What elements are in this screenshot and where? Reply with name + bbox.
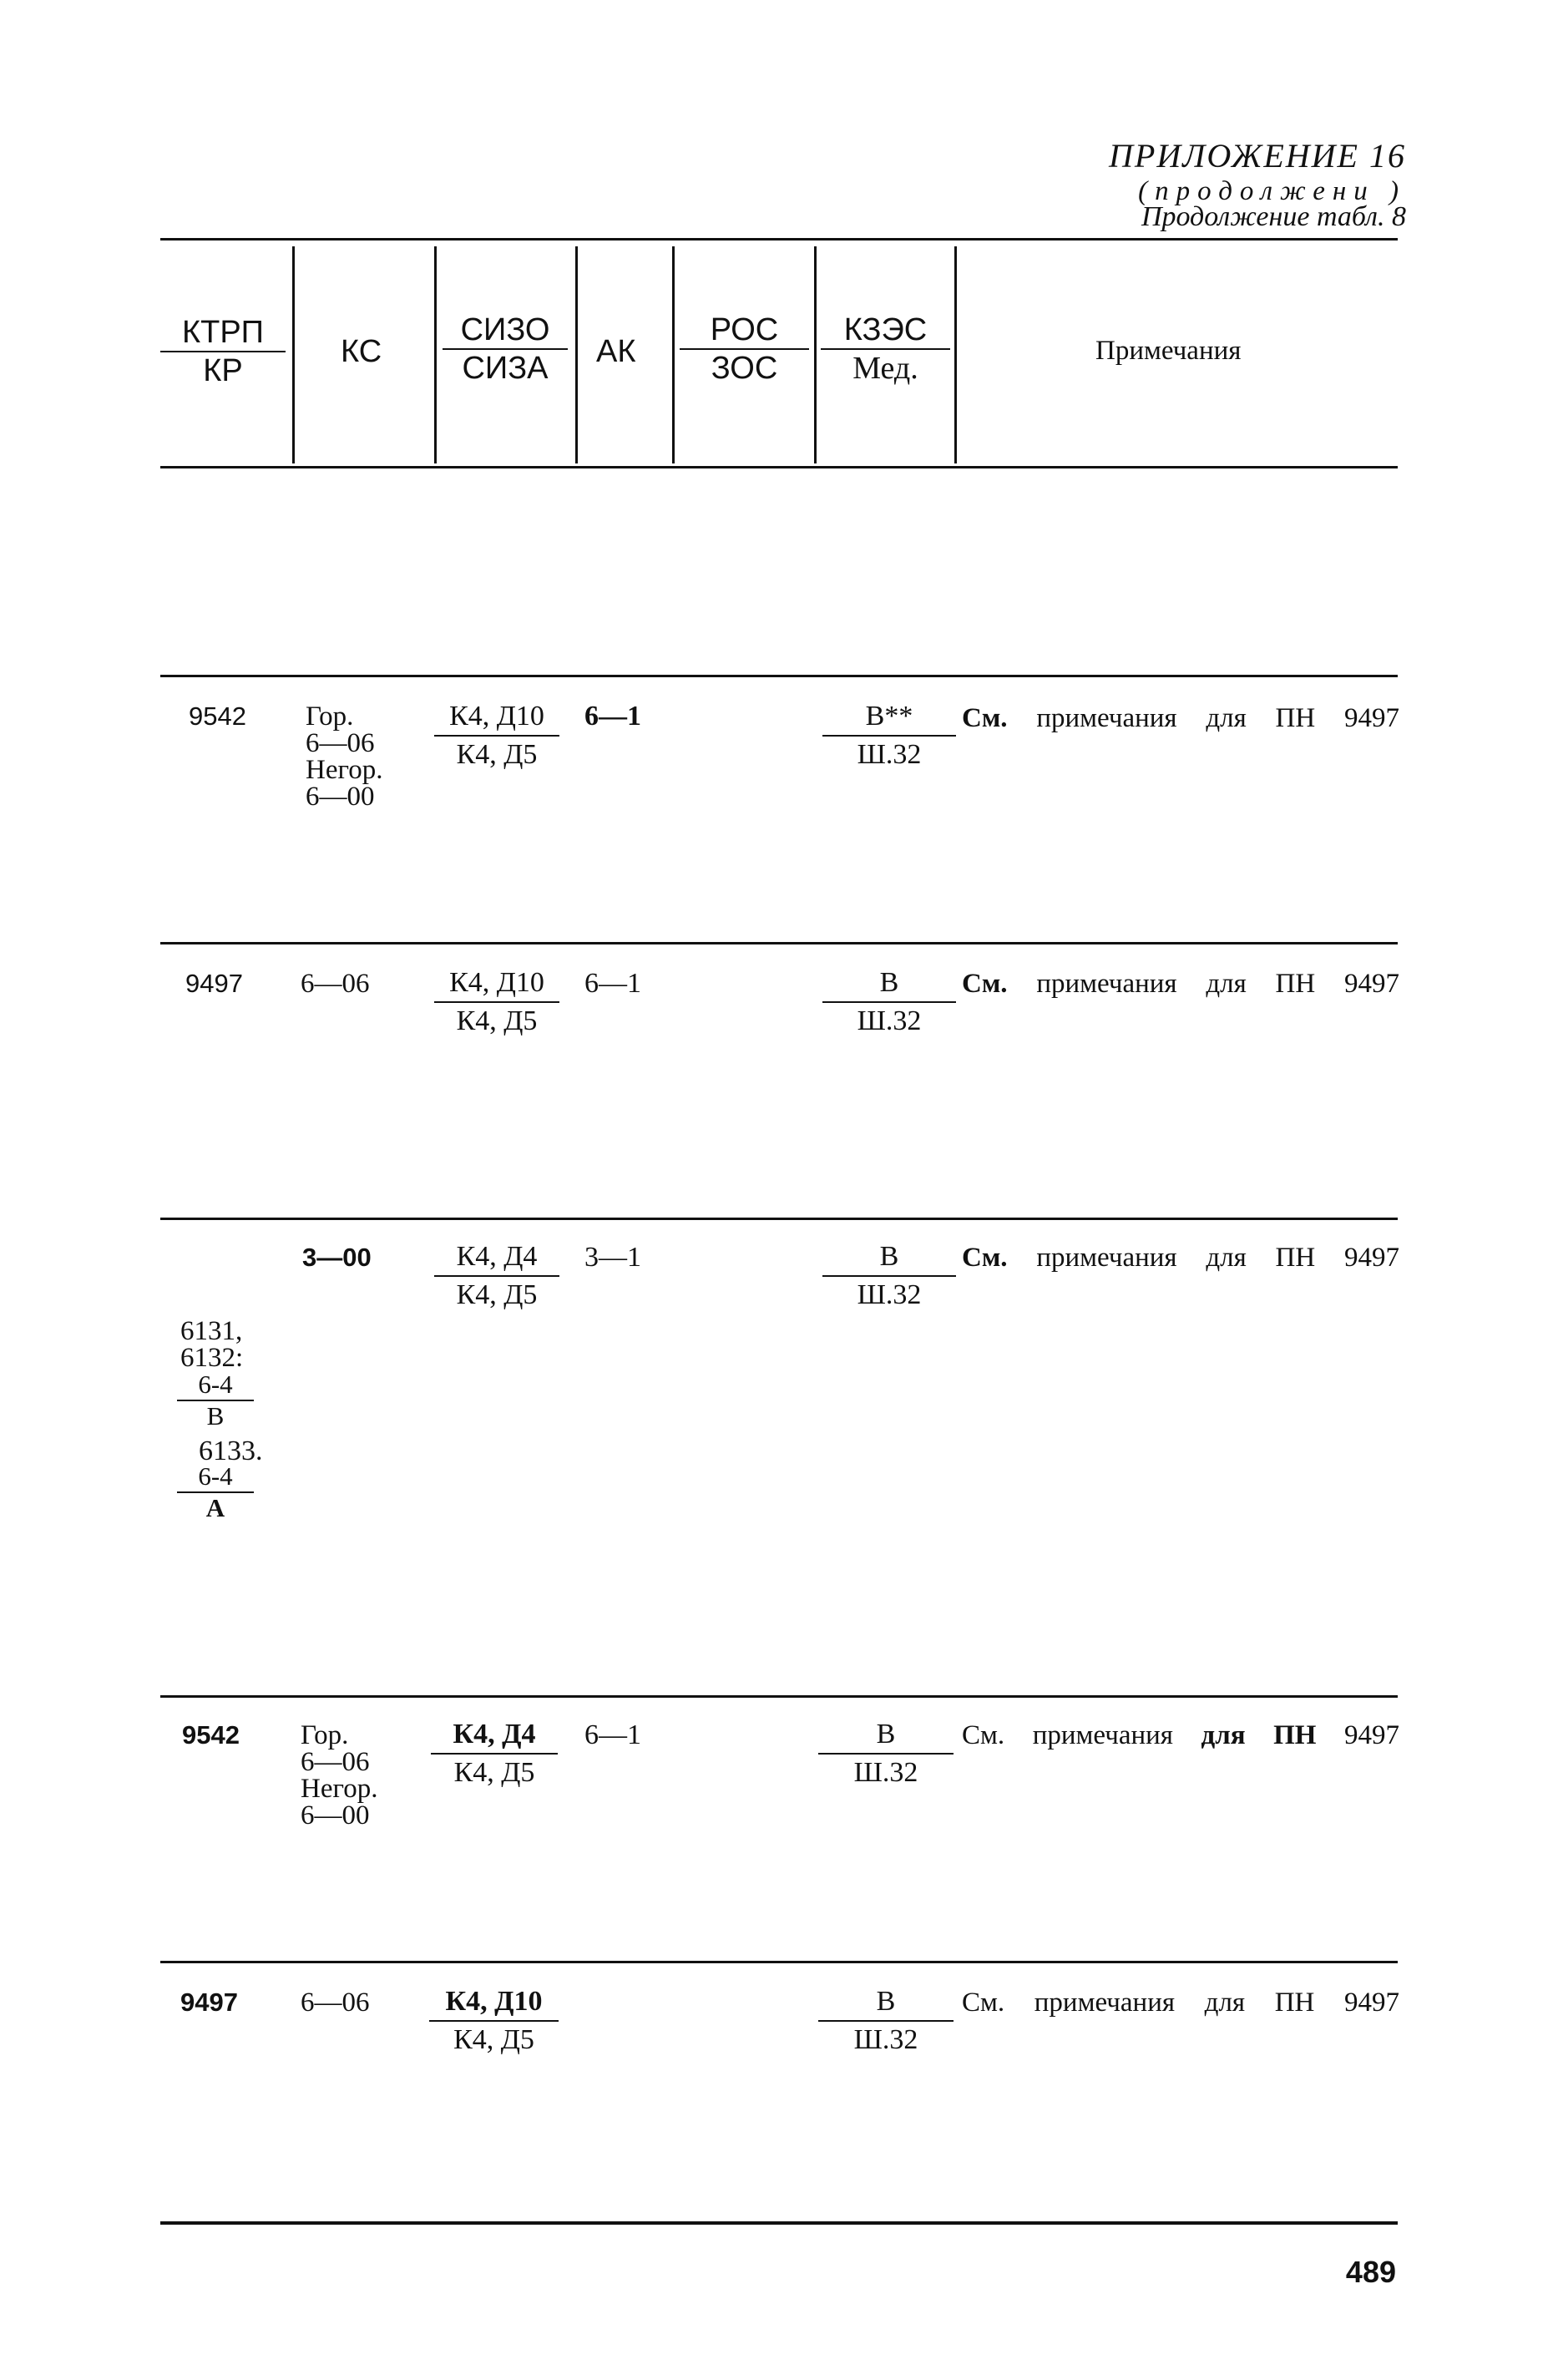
row-ktrp-value: 9497 (185, 969, 243, 998)
table-top-rule (160, 238, 1398, 241)
notes-word: ПН (1273, 1720, 1317, 1750)
column-header-ktrp-kr (160, 314, 286, 389)
column-header-kr: КР (203, 353, 243, 388)
notes-see: См. (962, 1988, 1005, 2018)
row-kzes-top: В** (822, 698, 956, 737)
row-sizo-bottom: К4, Д5 (456, 1005, 538, 1036)
notes-word: ПН (1275, 703, 1316, 733)
notes-word: для (1206, 1243, 1247, 1273)
row-kzes-top: В (818, 1983, 954, 2022)
row-sizo-top: К4, Д4 (431, 1716, 558, 1755)
row-ks-value: 3—00 (302, 1243, 372, 1272)
header-divider (954, 246, 957, 463)
column-header-zos: ЗОС (711, 351, 778, 386)
row-ktrp-value: 9542 (189, 701, 246, 731)
notes-word: ПН (1275, 969, 1316, 999)
row-sizo-bottom: К4, Д5 (453, 2024, 534, 2055)
row-notes (962, 1720, 1399, 1751)
column-header-sizo-siza (443, 311, 568, 387)
row-ak-value: 6—1 (584, 1719, 641, 1750)
notes-word: примечания (1036, 703, 1177, 733)
row-separator (160, 1218, 1398, 1220)
column-header-kzes: КЗЭС (821, 311, 950, 350)
header-bottom-rule (160, 466, 1398, 468)
row-sizo-fraction (434, 1238, 559, 1314)
appendix-subtitle: (продолжени ) (1138, 176, 1406, 206)
row-kzes-bottom: Ш.32 (853, 2024, 918, 2055)
page-number: 489 (1345, 2255, 1396, 2289)
row-ks-value: 6—06 (301, 969, 370, 999)
row-ak-value: 3—1 (584, 1242, 641, 1273)
row-notes (962, 703, 1399, 734)
row-kzes-top: В (822, 1238, 956, 1277)
row-notes (962, 1988, 1399, 2018)
row-sizo-bottom: К4, Д5 (453, 1757, 535, 1788)
row-notes (962, 969, 1399, 1000)
table-continuation-label: Продолжение табл. 8 (1141, 201, 1406, 232)
notes-word: примечания (1036, 1243, 1177, 1273)
header-divider (434, 246, 437, 463)
column-header-notes: Примечания (1095, 336, 1242, 366)
row-sizo-top: К4, Д10 (429, 1983, 559, 2022)
row-ks-value: Гор. 6—06 Негор. 6—00 (301, 1720, 378, 1831)
row-kzes-bottom: Ш.32 (857, 739, 922, 770)
row-kzes-top: В (822, 965, 956, 1003)
notes-word: примечания (1034, 1988, 1176, 2018)
notes-word: 9497 (1343, 703, 1399, 733)
column-header-sizo: СИЗО (443, 311, 568, 350)
row-separator (160, 1695, 1398, 1698)
notes-word: примечания (1036, 969, 1177, 999)
ktrp-fraction-bottom: А (205, 1493, 225, 1522)
notes-word: ПН (1275, 1243, 1316, 1273)
notes-word: 9497 (1343, 969, 1399, 999)
row-sizo-bottom: К4, Д5 (456, 1279, 538, 1310)
row-notes (962, 1243, 1399, 1274)
column-header-kzes-med (821, 311, 950, 387)
ktrp-fraction-bottom: В (206, 1401, 225, 1431)
ktrp-fraction-top: 6-4 (177, 1461, 254, 1493)
row-ktrp-fraction (177, 1370, 254, 1431)
column-header-ros: РОС (680, 311, 809, 350)
notes-word: для (1206, 703, 1247, 733)
row-sizo-top: К4, Д10 (434, 698, 559, 737)
header-divider (672, 246, 675, 463)
appendix-title: ПРИЛОЖЕНИЕ 16 (1109, 137, 1406, 175)
row-sizo-fraction (434, 965, 559, 1040)
notes-word: 9497 (1343, 1988, 1399, 2018)
row-kzes-fraction (822, 698, 956, 773)
row-sizo-fraction (429, 1983, 559, 2058)
column-header-ros-zos (680, 311, 809, 387)
notes-see: См. (962, 1720, 1005, 1750)
row-ktrp-multi-b: 6133. (199, 1436, 263, 1466)
row-separator (160, 675, 1398, 677)
table-bottom-rule (160, 2221, 1398, 2225)
row-sizo-fraction (431, 1716, 558, 1791)
notes-word: для (1206, 969, 1247, 999)
column-header-siza: СИЗА (462, 351, 549, 386)
column-header-ktrp: КТРП (160, 314, 286, 352)
notes-see: См. (962, 1243, 1008, 1273)
column-header-ks: КС (341, 334, 382, 369)
row-kzes-fraction (818, 1983, 954, 2058)
row-kzes-bottom: Ш.32 (853, 1757, 918, 1788)
row-separator (160, 942, 1398, 944)
row-sizo-fraction (434, 698, 559, 773)
notes-word: для (1204, 1988, 1246, 2018)
row-kzes-fraction (822, 1238, 956, 1314)
row-ktrp-fraction (177, 1461, 254, 1523)
notes-word: примечания (1032, 1720, 1173, 1750)
ktrp-fraction-top: 6-4 (177, 1370, 254, 1401)
notes-see: См. (962, 703, 1008, 733)
row-ktrp-value: 9542 (182, 1720, 240, 1750)
row-kzes-top: В (818, 1716, 954, 1755)
row-ks-value: Гор. 6—06 Негор. 6—00 (306, 701, 383, 812)
notes-see: См. (962, 969, 1008, 999)
notes-word: 9497 (1343, 1243, 1399, 1273)
column-header-med: Мед. (852, 351, 918, 386)
row-ktrp-value: 9497 (180, 1988, 238, 2017)
row-kzes-fraction (822, 965, 956, 1040)
row-ak-value: 6—1 (584, 701, 641, 732)
notes-word: 9497 (1343, 1720, 1399, 1750)
notes-word: для (1201, 1720, 1246, 1750)
row-ktrp-multi-a: 6131, 6132: (180, 1316, 244, 1373)
row-separator (160, 1961, 1398, 1963)
row-sizo-bottom: К4, Д5 (456, 739, 538, 770)
header-divider (292, 246, 295, 463)
row-sizo-top: К4, Д4 (434, 1238, 559, 1277)
row-ak-value: 6—1 (584, 968, 641, 999)
header-divider (814, 246, 817, 463)
row-kzes-bottom: Ш.32 (857, 1279, 922, 1310)
notes-word: ПН (1274, 1988, 1315, 2018)
row-sizo-top: К4, Д10 (434, 965, 559, 1003)
column-header-ak: АК (596, 334, 636, 369)
header-divider (575, 246, 578, 463)
row-kzes-bottom: Ш.32 (857, 1005, 922, 1036)
row-kzes-fraction (818, 1716, 954, 1791)
row-ks-value: 6—06 (301, 1988, 370, 2018)
